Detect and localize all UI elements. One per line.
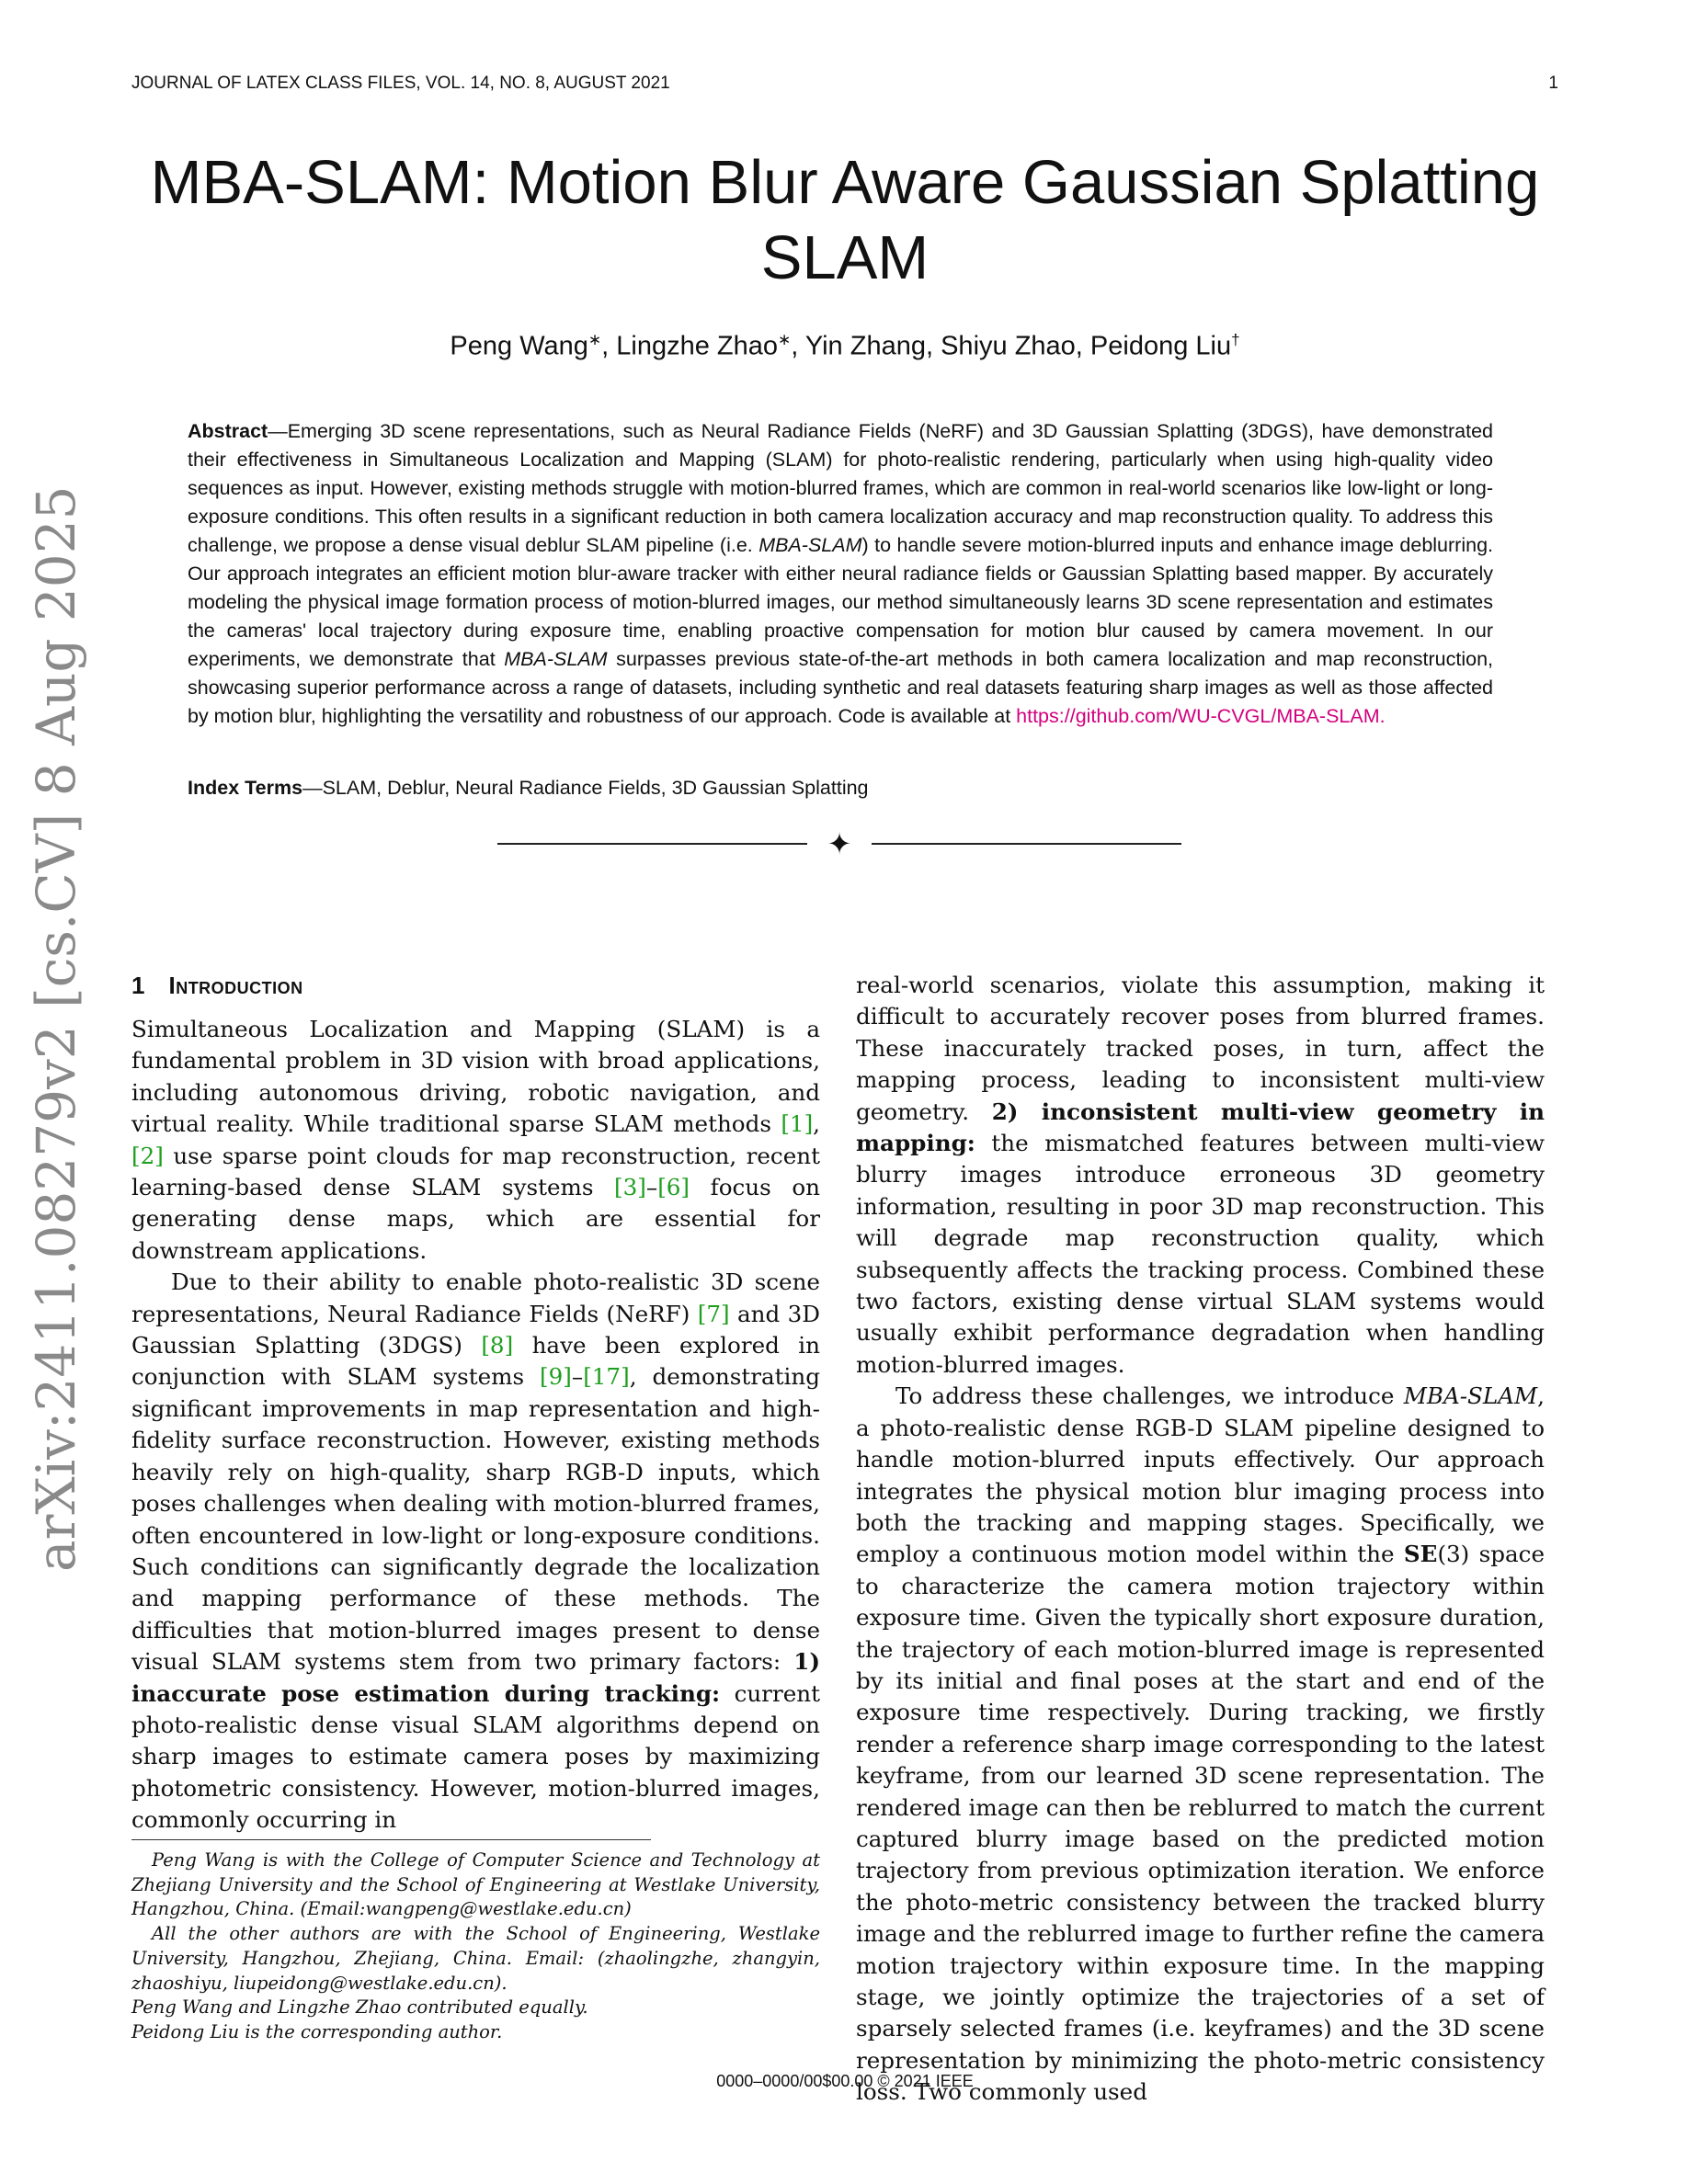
author-name: Yin Zhang	[804, 331, 926, 361]
author-name: Peng Wang	[450, 331, 588, 361]
footnotes	[131, 1848, 820, 2045]
author-separator: ,	[601, 331, 617, 361]
math-se-dimension: (3)	[1437, 1541, 1470, 1568]
abstract-dash: —	[268, 420, 288, 442]
index-terms-dash: —	[302, 777, 323, 799]
separator-rule-right	[872, 843, 1181, 845]
citation-link[interactable]: [8]	[481, 1332, 514, 1359]
paragraph-text: the mismatched features between multi-view blurry images introduce erroneous 3D geometry information, resulting in poor 3D map reconstruction. This will degrade map reconstruction quality, which subsequently affects the tracking process. Combined these two factors, existing dense virtual SLAM systems would usually exhibit performance degradation when handling motion-blurred images.	[856, 1130, 1545, 1378]
index-terms-label: Index Terms	[188, 777, 303, 799]
intro-paragraph-1	[131, 1014, 820, 1267]
intro-paragraph-3	[856, 970, 1545, 1381]
right-column	[856, 970, 1545, 2109]
paragraph-text: Simultaneous Localization and Mapping (SLAM) is a fundamental problem in 3D vision with broad applications, including autonomous driving, robotic navigation, and virtual reality. While traditional sparse SLAM methods	[131, 1016, 820, 1138]
paragraph-text: have been explored in conjunction with SLAM systems	[131, 1332, 820, 1391]
abstract-text: Emerging 3D scene representations, such as Neural Radiance Fields (NeRF) and 3D Gaussian Splatting (3DGS), have demonstrated their effectiveness in Simultaneous Localization and Mapping (SLAM) for photo-realistic rendering, particularly when using high-quality video sequences as input. However, existing methods struggle with motion-blurred frames, which are common in real-world scenarios like low-light or long-exposure conditions. This often results in a significant reduction in both camera localization accuracy and map reconstruction quality. To address this challenge, we propose a dense visual deblur SLAM pipeline (i.e.	[188, 420, 1493, 556]
author-separator: ,	[925, 331, 941, 361]
intro-paragraph-4	[856, 1381, 1545, 2108]
corresponding-author-mark: †	[1231, 331, 1240, 348]
math-se-symbol: SE	[1403, 1541, 1438, 1568]
page-number: 1	[1548, 74, 1558, 93]
paragraph-text: ,	[813, 1110, 820, 1138]
paper-title: MBA-SLAM: Motion Blur Aware Gaussian Splatting SLAM	[150, 148, 1540, 292]
intro-paragraph-2	[131, 1267, 820, 1836]
paragraph-text: To address these challenges, we introduce	[895, 1382, 1404, 1410]
equal-contribution-mark: ∗	[778, 331, 792, 348]
separator-rule-left	[497, 843, 807, 845]
author-name: Shiyu Zhao	[941, 331, 1076, 361]
paragraph-text: current photo-realistic dense visual SLAM algorithms depend on sharp images to estimate camera poses by maximizing photometric consistency. However, motion-blurred images, commonly occurring in	[131, 1679, 820, 1834]
journal-header: JOURNAL OF LATEX CLASS FILES, VOL. 14, NO. 8, AUGUST 2021	[131, 74, 670, 93]
copyright-notice: 0000–0000/00$00.00 © 2021 IEEE	[716, 2072, 974, 2090]
abstract	[188, 417, 1493, 731]
citation-link[interactable]: [9]	[540, 1363, 572, 1391]
code-link[interactable]: https://github.com/WU-CVGL/MBA-SLAM.	[1016, 705, 1386, 727]
bold-text: 2) inconsistent multi-view geometry in mapping:	[856, 1098, 1545, 1157]
section-heading	[131, 970, 820, 1001]
author-separator: ,	[791, 331, 805, 361]
paragraph-text: , demonstrating significant improvements in map representation and high-fidelity surface reconstruction. However, existing methods heavily rely on high-quality, sharp RGB-D inputs, which poses challenges when dealing with motion-blurred frames, often encountered in low-light or long-exposure conditions. Such conditions can significantly degrade the localization and mapping performance of these methods. The difficulties that motion-blurred images present to dense visual SLAM systems stem from two primary factors:	[131, 1363, 820, 1676]
author-list	[131, 331, 1558, 362]
footnote: Peidong Liu is the corresponding author.	[131, 2020, 503, 2042]
footnote-rule	[131, 1839, 651, 1840]
running-header	[131, 74, 1558, 99]
bold-text: 1) inaccurate pose estimation during tracking:	[131, 1648, 820, 1707]
paragraph-text: –	[645, 1174, 658, 1201]
separator-diamond-icon: ✦	[827, 826, 852, 861]
left-column	[131, 970, 820, 1837]
abstract-label: Abstract	[188, 420, 268, 442]
paragraph-text: space to characterize the camera motion trajectory within exposure time. Given the typically short exposure duration, the trajectory of each motion-blurred image is represented by its initial and final poses at the start and end of the exposure time respectively. During tracking, we firstly render a reference sharp image corresponding to the latest keyframe, from our learned 3D scene representation. The rendered image can then be reblurred to match the current captured blurry image based on the predicted motion trajectory from previous optimization iteration. We enforce the photo-metric consistency between the tracked blurry image and the reblurred image to further refine the camera motion trajectory within exposure time. In the mapping stage, we jointly optimize the trajectories of a set of sparsely selected frames (i.e. keyframes) and the 3D scene representation by minimizing the photo-metric consistency loss. Two commonly used	[856, 1541, 1545, 2106]
method-name: MBA-SLAM	[504, 648, 608, 670]
paragraph-text: focus on generating dense maps, which are essential for downstream applications.	[131, 1174, 820, 1264]
abstract-text: ) to handle severe motion-blurred inputs and enhance image deblurring. Our approach integrates an efficient motion blur-aware tracker with either neural radiance fields or Gaussian Splatting based mapper. By accurately modeling the physical image formation process of motion-blurred images, our method simultaneously learns 3D scene representation and estimates the cameras' local trajectory during exposure time, enabling proactive compensation for motion blur caused by camera movement. In our experiments, we demonstrate that	[188, 534, 1493, 670]
section-number: 1	[131, 972, 145, 999]
author-separator: ,	[1075, 331, 1090, 361]
section-title: Introduction	[168, 972, 303, 999]
citation-link[interactable]: [2]	[131, 1142, 164, 1169]
paragraph-text: –	[571, 1363, 584, 1391]
footnote: Peng Wang is with the College of Computer Science and Technology at Zhejiang University and the School of Engineering at Westlake University, Hangzhou, China. (Email:wangpeng@westlake.edu.cn)	[131, 1849, 820, 1920]
paragraph-text: and 3D Gaussian Splatting (3DGS)	[131, 1300, 820, 1359]
index-terms-text: SLAM, Deblur, Neural Radiance Fields, 3D Gaussian Splatting	[322, 777, 869, 799]
method-name: MBA-SLAM	[758, 534, 862, 556]
citation-link[interactable]: [6]	[657, 1174, 690, 1201]
paragraph-text: use sparse point clouds for map reconstruction, recent learning-based dense SLAM systems	[131, 1142, 820, 1201]
index-terms	[188, 774, 1493, 802]
citation-link[interactable]: [3]	[614, 1174, 646, 1201]
abstract-text: surpasses previous state-of-the-art methods in both camera localization and map reconstruction, showcasing superior performance across a range of datasets, including synthetic and real datasets featuring sharp images as well as those affected by motion blur, highlighting the versatility and robustness of our approach. Code is available at	[188, 648, 1494, 727]
citation-link[interactable]: [1]	[781, 1110, 814, 1138]
method-name: MBA-SLAM	[1403, 1382, 1538, 1410]
author-name: Peidong Liu	[1089, 331, 1232, 361]
paragraph-text: Due to their ability to enable photo-realistic 3D scene representations, Neural Radiance Fields (NeRF)	[131, 1268, 820, 1327]
author-name: Lingzhe Zhao	[616, 331, 778, 361]
equal-contribution-mark: ∗	[587, 331, 602, 348]
citation-link[interactable]: [7]	[697, 1300, 730, 1327]
footnote: Peng Wang and Lingzhe Zhao contributed equally.	[131, 1996, 588, 2019]
footnote: All the other authors are with the School of Engineering, Westlake University, Hangzhou, Zhejiang, China. Email: (zhaolingzhe, zhangyin, zhaoshiyu, liupeidong@westlake.edu.cn).	[131, 1923, 820, 1994]
paragraph-text: real-world scenarios, violate this assumption, making it difficult to accurately recover poses from blurred frames. These inaccurately tracked poses, in turn, affect the mapping process, leading to inconsistent multi-view geometry.	[856, 972, 1545, 1125]
paragraph-text: , a photo-realistic dense RGB-D SLAM pipeline designed to handle motion-blurred inputs effectively. Our approach integrates the physical motion blur imaging process into both the tracking and mapping stages. Specifically, we employ a continuous motion model within the	[856, 1382, 1545, 1568]
arxiv-identifier-stamp: arXiv:2411.08279v2 [cs.CV] 8 Aug 2025	[25, 485, 87, 1572]
citation-link[interactable]: [17]	[583, 1363, 630, 1391]
